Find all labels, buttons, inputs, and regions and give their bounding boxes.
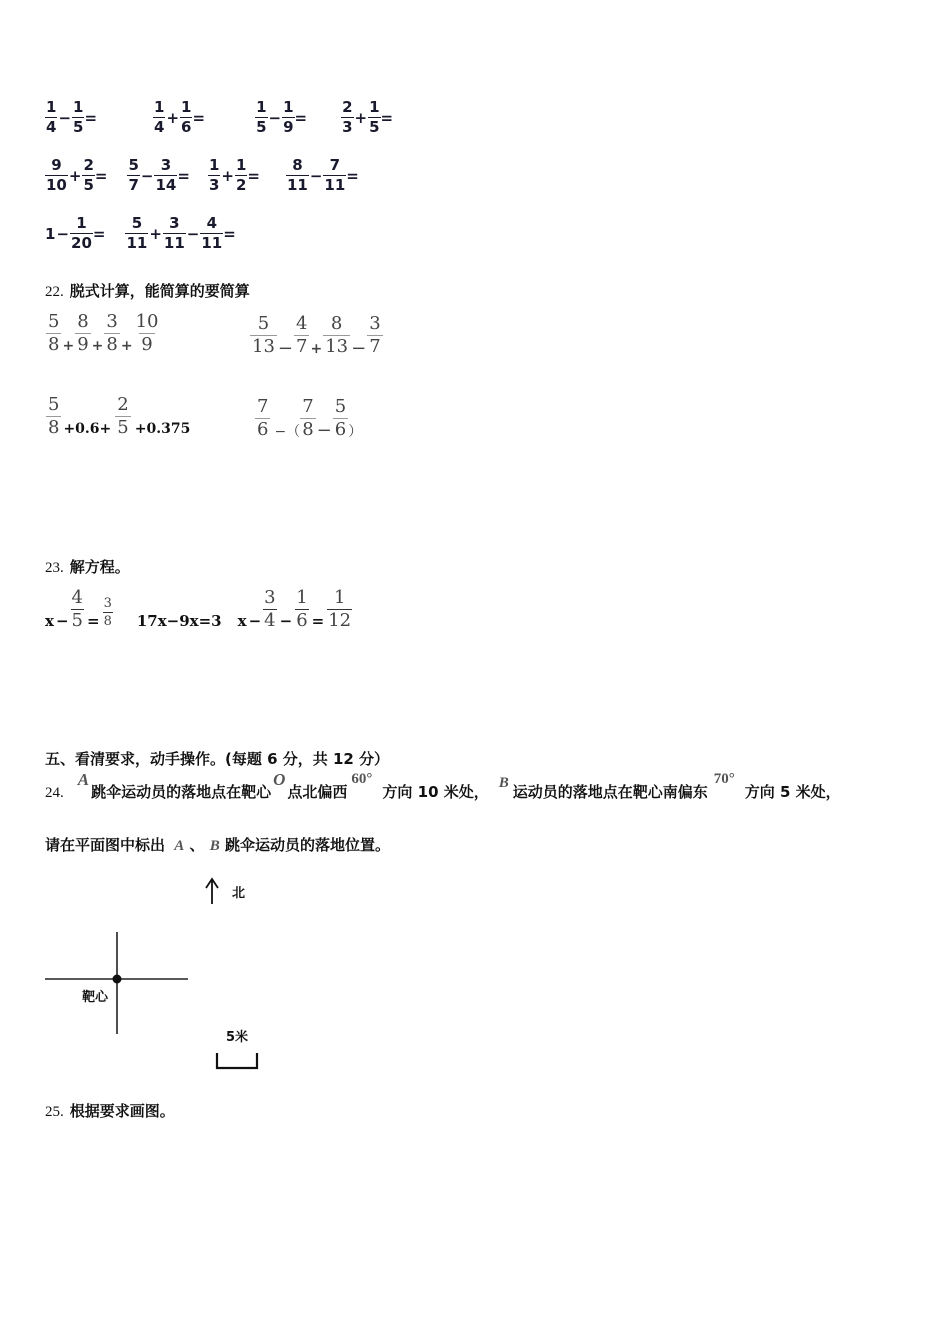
fraction: $\frac{7}{8}$ xyxy=(302,396,314,440)
oral-calc-row-1 xyxy=(45,100,393,135)
target-plan-figure xyxy=(40,870,290,1080)
expr-3-2: $\frac{5}{11}$ + $\frac{3}{11}$ − $\frac{4}{11}$ = xyxy=(126,214,236,252)
question-22-heading: 22. 脱式计算，能简算的要简算 xyxy=(45,282,250,300)
expr-2-3: $\frac{1}{3}$ + $\frac{1}{2}$ = xyxy=(208,156,260,194)
fraction: $\frac{5}{6}$ xyxy=(334,396,347,440)
fraction: $\frac{3}{8}$ xyxy=(103,595,112,629)
fraction: $\frac{1}{9}$ xyxy=(283,98,294,136)
fraction: $\frac{3}{7}$ xyxy=(369,313,381,357)
q22-expression-1: $\frac{5}{8}$ + $\frac{8}{9}$ + $\frac{3}{8}$ + $\frac{10}{9}$ xyxy=(48,310,159,355)
fraction: $\frac{2}{3}$ xyxy=(342,98,353,136)
oral-calc-row-3 xyxy=(45,216,236,251)
q22-expression-2: $\frac{5}{13}$ − $\frac{4}{7}$ + $\frac{8}{13}$ − $\frac{3}{7}$ xyxy=(252,313,381,359)
fraction: $\frac{5}{13}$ xyxy=(252,313,275,357)
expr-2-2: $\frac{5}{7}$ − $\frac{3}{14}$ = xyxy=(128,156,190,194)
fraction: $\frac{4}{11}$ xyxy=(201,214,223,252)
target-center-dot xyxy=(113,975,122,984)
fraction: $\frac{5}{8}$ xyxy=(48,394,60,438)
north-label: 北 xyxy=(232,886,246,901)
fraction: $\frac{4}{7}$ xyxy=(296,313,308,357)
fraction: $\frac{3}{14}$ xyxy=(155,156,177,194)
fraction: $\frac{8}{11}$ xyxy=(286,156,308,194)
expr-1-2: $\frac{1}{4}$ + $\frac{1}{6}$ = xyxy=(154,98,206,136)
question-24-line-2: 请在平面图中标出 A 、 B 跳伞运动员的落地位置。 xyxy=(45,836,391,854)
fraction: $\frac{1}{2}$ xyxy=(235,156,247,194)
question-25-heading: 25. 根据要求画图。 xyxy=(45,1102,175,1120)
expr-1-4: $\frac{2}{3}$ + $\frac{1}{5}$ = xyxy=(342,98,394,136)
section-5-heading: 五、看清要求，动手操作。(每题 6 分，共 12 分） xyxy=(45,750,390,768)
fraction: $\frac{7}{11}$ xyxy=(324,156,346,194)
fraction: $\frac{2}{5}$ xyxy=(83,156,94,194)
expr-2-4: $\frac{8}{11}$ − $\frac{7}{11}$ = xyxy=(286,156,359,194)
fraction: $\frac{8}{13}$ xyxy=(325,313,349,357)
target-center-label: 靶心 xyxy=(82,990,109,1005)
fraction: $\frac{3}{4}$ xyxy=(264,586,276,631)
fraction: $\frac{1}{5}$ xyxy=(256,98,267,136)
fraction: $\frac{3}{8}$ xyxy=(106,310,118,355)
fraction: $\frac{4}{5}$ xyxy=(71,586,83,631)
fraction: $\frac{9}{10}$ xyxy=(46,156,67,194)
fraction: $\frac{8}{9}$ xyxy=(77,310,89,355)
equation-2: 17x−9x=3 xyxy=(136,612,222,630)
fraction: $\frac{1}{4}$ xyxy=(154,98,165,136)
compass-diagram xyxy=(40,870,290,1080)
scale-bar xyxy=(217,1053,257,1068)
equation-1: x − $\frac{4}{5}$ = $\frac{3}{8}$ xyxy=(45,586,112,631)
expr-1-3: $\frac{1}{5}$ − $\frac{1}{9}$ = xyxy=(256,98,308,136)
fraction: $\frac{1}{6}$ xyxy=(296,586,308,631)
fraction: $\frac{1}{4}$ xyxy=(46,98,57,136)
fraction: $\frac{2}{5}$ xyxy=(117,394,129,438)
fraction: $\frac{10}{9}$ xyxy=(135,310,159,355)
expr-1-1: $\frac{1}{4}$ − $\frac{1}{5}$ = xyxy=(46,98,98,136)
fraction: $\frac{7}{6}$ xyxy=(257,396,269,440)
scale-label: 5米 xyxy=(226,1030,249,1045)
equation-3: x − $\frac{3}{4}$ − $\frac{1}{6}$ = $\frac{1}{12}$ xyxy=(237,586,352,631)
fraction: $\frac{1}{6}$ xyxy=(181,98,192,136)
q22-expression-3: $\frac{5}{8}$ +0.6+ $\frac{2}{5}$ +0.375 xyxy=(48,394,191,438)
oral-calc-row-2 xyxy=(45,158,359,193)
expr-3-1: 1 − $\frac{1}{20}$ = xyxy=(45,214,106,252)
fraction: $\frac{1}{3}$ xyxy=(208,156,220,194)
fraction: $\frac{1}{20}$ xyxy=(71,214,92,252)
fraction: $\frac{5}{7}$ xyxy=(128,156,139,194)
q23-equations xyxy=(45,588,352,630)
fraction: $\frac{1}{5}$ xyxy=(369,98,380,136)
fraction: $\frac{1}{12}$ xyxy=(328,586,352,631)
fraction: $\frac{1}{5}$ xyxy=(73,98,84,136)
q22-expression-4: $\frac{7}{6}$ −（ $\frac{7}{8}$ − $\frac{5}{6}$ ） xyxy=(257,396,363,441)
fraction: $\frac{5}{8}$ xyxy=(48,310,60,355)
expr-2-1: $\frac{9}{10}$ + $\frac{2}{5}$ = xyxy=(46,156,108,194)
fraction: $\frac{3}{11}$ xyxy=(163,214,185,252)
question-24-line-1: 24. A 跳伞运动员的落地点在靶心 O 点北偏西 60° 方向 10 米处， B 运动员的落地点在靶心南偏东 70° 方向 5 米处， xyxy=(45,770,841,801)
fraction: $\frac{5}{11}$ xyxy=(126,214,148,252)
question-23-heading: 23. 解方程。 xyxy=(45,558,130,576)
